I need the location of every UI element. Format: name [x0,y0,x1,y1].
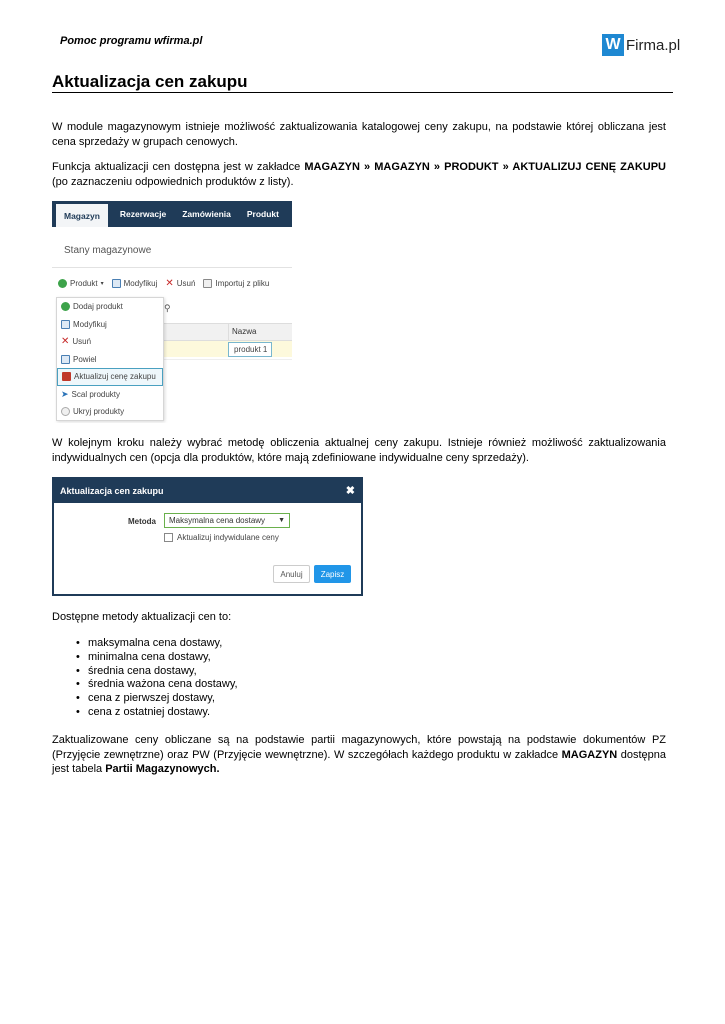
help-header: Pomoc programu wfirma.pl [60,35,203,47]
method-paragraph: W kolejnym kroku należy wybrać metodę obliczenia aktualnej ceny zakupu. Istnieje również możliwość zaktualizowania indywidualnych cen (opcja dla produktów, które mają zdefiniowane indywidualne ceny sprzedaży). [52,437,666,464]
lightbulb-icon [61,407,70,416]
divider [52,267,292,268]
menu-item-modify[interactable] [57,316,163,334]
column-name-header[interactable]: Nazwa [232,327,257,336]
monitor-icon [112,279,121,288]
chevron-down-icon: ▾ [100,281,104,287]
batches-table-ref: Partii Magazynowych. [105,763,220,775]
import-icon [203,279,212,288]
tab-zamowienia[interactable]: Zamówienia [182,209,231,219]
menu-item-label: Scal produkty [71,389,121,399]
product-dropdown-menu [56,297,164,421]
chevron-down-icon: ▼ [278,517,285,524]
top-nav [52,201,292,227]
plus-circle-icon [61,302,70,311]
section-heading: Stany magazynowe [64,245,152,256]
menu-item-hide-products[interactable] [57,403,163,421]
menu-item-label: Usuń [72,337,92,347]
dialog-title: Aktualizacja cen zakupu [60,486,164,496]
list-item: • minimalna cena dostawy, [76,651,238,665]
save-button[interactable]: Zapisz [314,565,351,583]
logo-mark: W [602,34,624,56]
cancel-button[interactable]: Anuluj [273,565,310,583]
tab-produkt[interactable]: Produkt [246,209,279,219]
individual-prices-label: Aktualizuj indywidulane ceny [177,533,279,542]
x-icon: ✕ [61,336,70,348]
list-item: • cena z ostatniej dostawy. [76,706,238,720]
menu-item-label: Aktualizuj cenę zakupu [74,372,156,382]
dialog-title-bar [54,479,361,503]
product-dropdown-label: Produkt [70,279,98,288]
page-title: Aktualizacja cen zakupu [52,72,248,91]
list-item: • cena z pierwszej dostawy, [76,692,238,706]
individual-prices-checkbox[interactable] [164,533,173,542]
list-item: • średnia ważona cena dostawy, [76,678,238,692]
menu-item-label: Dodaj produkt [73,302,123,312]
menu-item-merge-products[interactable] [57,386,163,404]
modify-button[interactable] [112,279,158,288]
methods-list [76,637,238,720]
modify-label: Modyfikuj [123,279,158,288]
method-label: Metoda [128,517,156,526]
menu-item-label: Powiel [73,354,97,364]
calculator-icon [62,372,71,381]
update-price-dialog [52,477,363,596]
delete-label: Usuń [176,279,196,288]
wfirma-logo [602,34,680,56]
delete-button[interactable] [165,279,195,288]
copy-icon [61,355,70,364]
import-button[interactable] [203,279,269,288]
menu-item-label: Modyfikuj [73,319,107,329]
path-text-after: (po zaznaczeniu odpowiednich produktów z listy). [52,175,294,188]
import-label: Importuj z pliku [215,279,270,288]
menu-path: MAGAZYN » MAGAZYN » PRODUKT » AKTUALIZUJ CENĘ ZAKUPU [304,161,666,173]
batches-text-before: Zaktualizowane ceny obliczane są na podstawie partii magazynowych, które powstają na podstawie dokumentów PZ (Przyjęcie zewnętrzne) oraz PW (Przyjęcie wewnętrzne). W szczegółach każdego produktu w zakładce [52,734,666,761]
row-divider [164,359,292,360]
menu-item-add-product[interactable] [57,298,163,316]
method-select-value: Maksymalna cena dostawy [169,516,266,525]
path-paragraph [52,160,666,189]
toolbar [58,279,277,288]
close-icon[interactable]: ✖ [345,485,355,497]
method-select[interactable] [164,513,290,528]
tab-rezerwacje[interactable]: Rezerwacje [119,209,167,219]
product-dropdown-button[interactable] [58,279,104,288]
intro-paragraph: W module magazynowym istnieje możliwość zaktualizowania katalogowej ceny zakupu, na podstawie której obliczana jest cena sprzedaży w grupach cenowych. [52,121,666,148]
monitor-icon [61,320,70,329]
x-icon: ✕ [165,278,174,289]
list-item: • średnia cena dostawy, [76,665,238,679]
plus-circle-icon [58,279,67,288]
tab-magazyn[interactable]: Magazyn [56,204,108,227]
product-cell[interactable]: produkt 1 [228,342,272,357]
product-menu-screenshot [52,201,292,423]
search-icon[interactable]: ⚲ [164,303,171,313]
batches-text-mid: dostępna jest tabela [52,748,666,775]
menu-item-update-purchase-price[interactable] [57,368,163,386]
magazyn-tab-ref: MAGAZYN [561,748,618,761]
methods-intro: Dostępne metody aktualizacji cen to: [52,611,232,623]
batches-paragraph [52,733,666,777]
list-item: • maksymalna cena dostawy, [76,637,238,651]
logo-text: Firma.pl [626,36,681,54]
merge-icon: ➤ [61,388,69,399]
menu-item-delete[interactable] [57,333,163,351]
individual-prices-option[interactable] [164,533,279,542]
menu-item-label: Ukryj produkty [73,407,125,417]
menu-item-duplicate[interactable] [57,351,163,369]
title-divider [52,92,673,93]
path-text-before: Funkcja aktualizacji cen dostępna jest w zakładce [52,161,305,173]
